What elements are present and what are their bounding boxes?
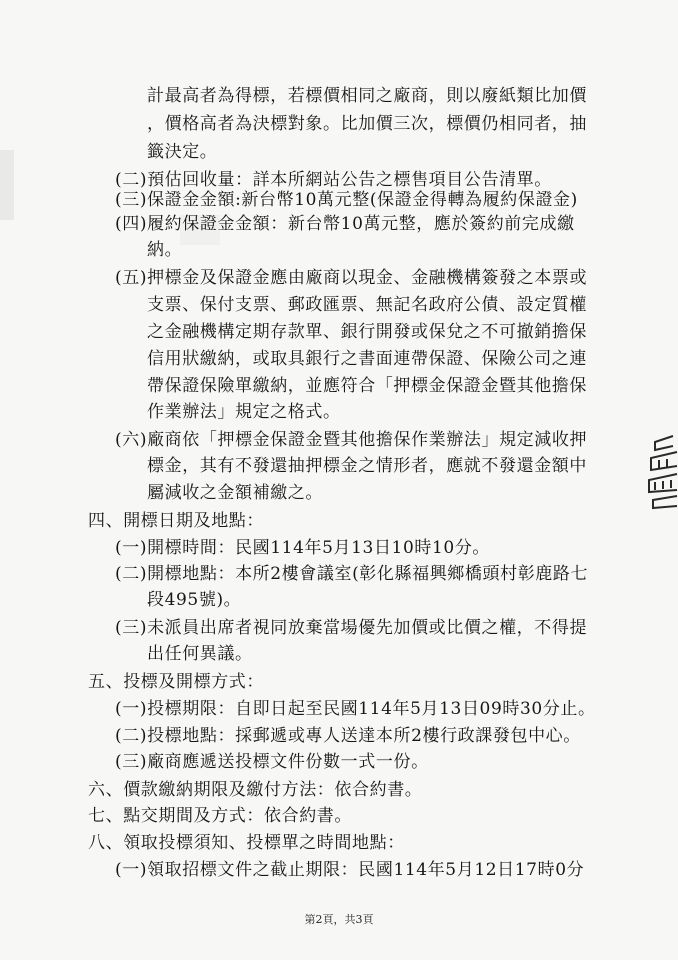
- body-line: (二)開標地點：本所2樓會議室(彰化縣福興鄉橋頭村彰鹿路七: [115, 564, 589, 584]
- body-line: (二)預估回收量：詳本所網站公告之標售項目公告清單。: [115, 170, 552, 190]
- body-line: 作業辦法」規定之格式。: [147, 402, 341, 422]
- body-line: (二)投標地點：採郵遞或專人送達本所2樓行政課發包中心。: [115, 726, 581, 746]
- body-line: (六)廠商依「押標金保證金暨其他擔保作業辦法」規定減收押: [115, 430, 588, 450]
- body-line: (四)履約保證金金額：新台幣10萬元整，應於簽約前完成繳: [115, 214, 575, 234]
- section-heading: 八、領取投標須知、投標單之時間地點：: [88, 833, 405, 853]
- body-line: 帶保證保險單繳納，並應符合「押標金保證金暨其他擔保: [147, 376, 587, 396]
- body-line: 信用狀繳納，或取具銀行之書面連帶保證、保險公司之連: [147, 349, 587, 369]
- body-line: 計最高者為得標，若標價相同之廠商，則以廢紙類比加價: [147, 86, 587, 106]
- body-line: (五)押標金及保證金應由廠商以現金、金融機構簽發之本票或: [115, 268, 588, 288]
- scan-shadow: [0, 150, 14, 220]
- body-line: (一)領取招標文件之截止期限：民國114年5月12日17時0分: [115, 860, 585, 880]
- body-line: 標金，其有不發還抽押標金之情形者，應就不發還金額中: [147, 456, 587, 476]
- section-heading: 四、開標日期及地點：: [88, 511, 264, 531]
- body-line: 之金融機構定期存款單、銀行開發或保兌之不可撤銷擔保: [147, 322, 587, 342]
- body-line: 納。: [147, 240, 183, 260]
- body-line: (一)投標期限：自即日起至民國114年5月13日09時30分止。: [115, 699, 596, 719]
- body-line: (三)廠商應遞送投標文件份數一式一份。: [115, 752, 429, 772]
- body-line: (三)保證金金額:新台幣10萬元整(保證金得轉為履約保證金): [115, 190, 578, 210]
- body-line: 段495號)。: [147, 590, 242, 610]
- seal-stamp-fragment: [643, 432, 678, 510]
- body-line: 屬減收之金額補繳之。: [147, 483, 323, 503]
- body-line: 支票、保付支票、郵政匯票、無記名政府公債、設定質權: [147, 295, 587, 315]
- body-line: (一)開標時間：民國114年5月13日10時10分。: [115, 538, 491, 558]
- body-line: 出任何異議。: [147, 644, 253, 664]
- section-heading: 六、價款繳納期限及繳付方法：依合約書。: [88, 780, 423, 800]
- section-heading: 七、點交期間及方式：依合約書。: [88, 806, 352, 826]
- body-line: 籤決定。: [147, 142, 218, 162]
- section-heading: 五、投標及開標方式：: [88, 672, 264, 692]
- body-line: (三)未派員出席者視同放棄當場優先加價或比價之權，不得提: [115, 618, 588, 638]
- page-number: 第2頁，共3頁: [304, 913, 374, 926]
- body-line: ，價格高者為決標對象。比加價三次，標價仍相同者，抽: [147, 114, 587, 134]
